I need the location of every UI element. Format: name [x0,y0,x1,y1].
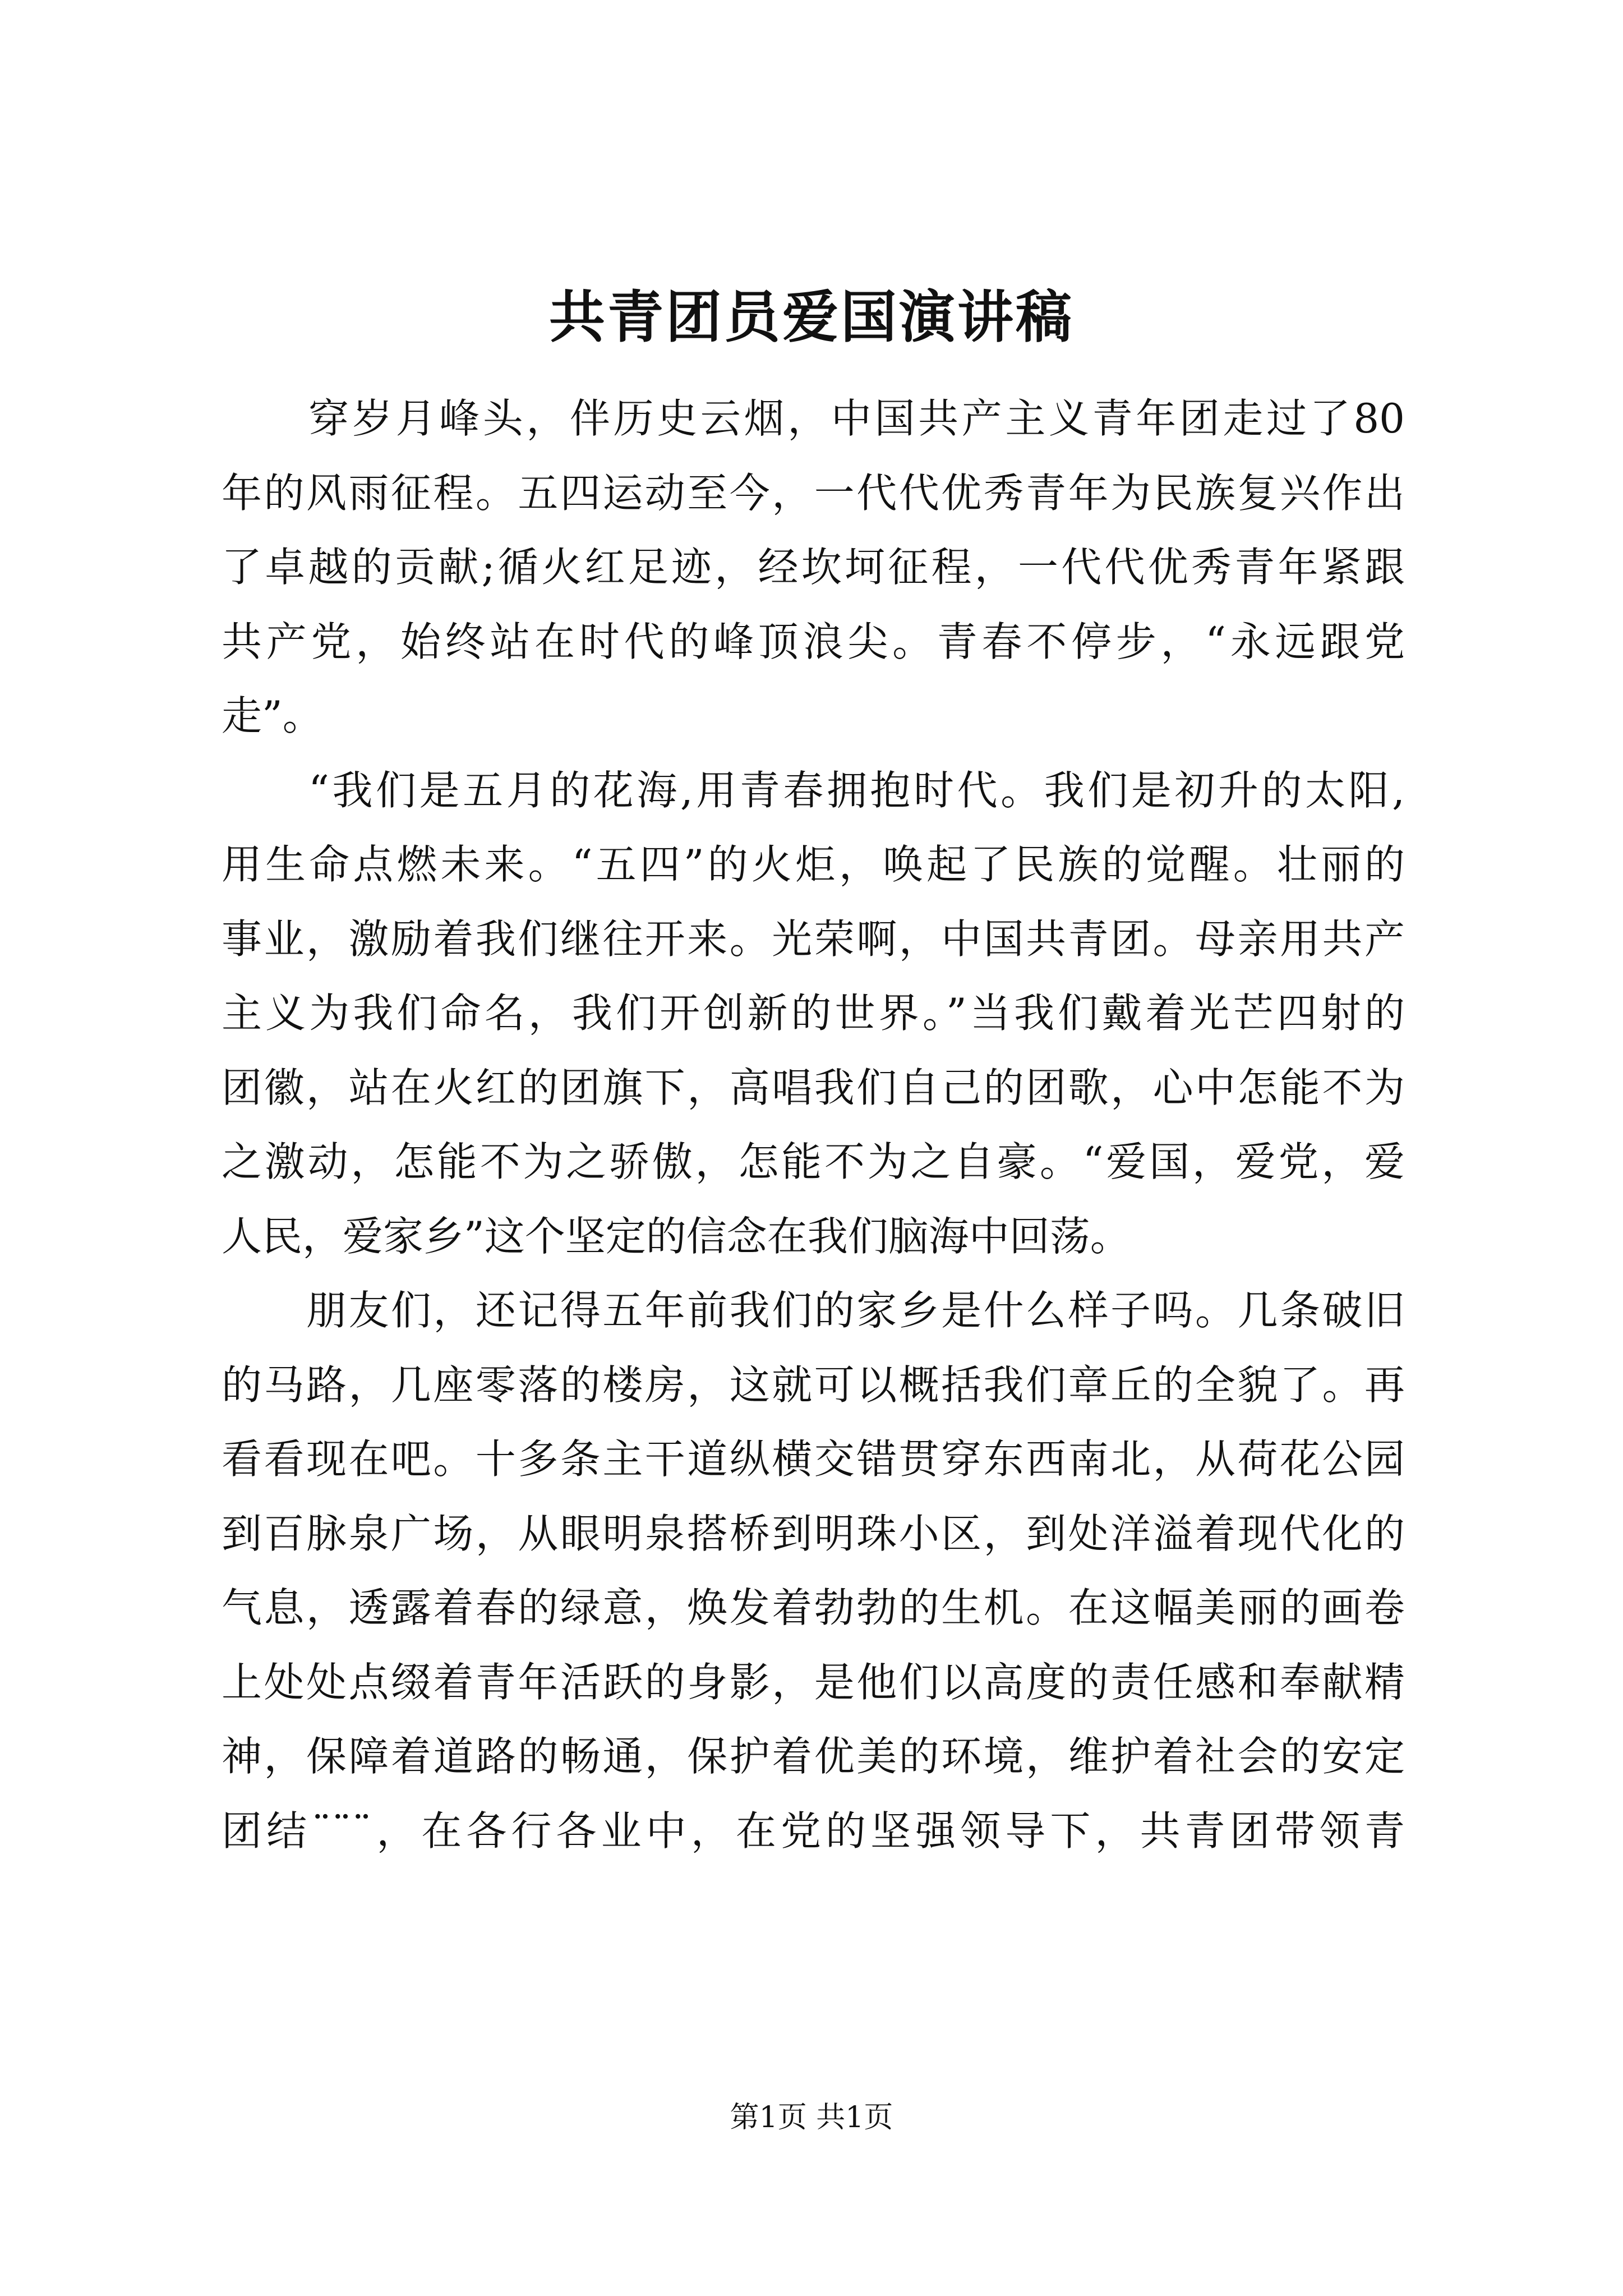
text-line: 穿岁月峰头，伴历史云烟，中国共产主义青年团走过了80 [222,395,1405,442]
document-title: 共青团员爱国演讲稿 [549,284,1074,350]
paragraph-2 [222,753,1405,1274]
text-line: 了卓越的贡献;循火红足迹，经坎坷征程，一代代优秀青年紧跟 [222,544,1405,591]
text-line: 之激动，怎能不为之骄傲，怎能不为之自豪。“爱国，爱党，爱 [222,1138,1405,1185]
text-line: 用生命点燃未来。“五四”的火炬，唤起了民族的觉醒。壮丽的 [222,841,1405,888]
text-line: 团徽，站在火红的团旗下，高唱我们自己的团歌，心中怎能不为 [222,1064,1405,1111]
text-line: 事业，激励着我们继往开来。光荣啊，中国共青团。母亲用共产 [222,915,1405,963]
paragraph-1 [222,381,1405,753]
text-line: 的马路，几座零落的楼房，这就可以概括我们章丘的全貌了。再 [222,1361,1405,1409]
text-line: 神，保障着道路的畅通，保护着优美的环境，维护着社会的安定 [222,1733,1405,1780]
paragraph-3 [222,1273,1405,1868]
text-line: 主义为我们命名，我们开创新的世界。”当我们戴着光芒四射的 [222,990,1405,1037]
text-line: 气息，透露着春的绿意，焕发着勃勃的生机。在这幅美丽的画卷 [222,1584,1405,1631]
text-line: “我们是五月的花海,用青春拥抱时代。我们是初升的太阳, [222,766,1405,814]
text-line: 走”。 [222,692,323,739]
text-line: 年的风雨征程。五四运动至今，一代代优秀青年为民族复兴作出 [222,469,1405,517]
page-footer: 第1页 共1页 [730,2101,893,2134]
text-line: 共产党，始终站在时代的峰顶浪尖。青春不停步，“永远跟党 [222,618,1405,665]
text-line: 人民，爱家乡”这个坚定的信念在我们脑海中回荡。 [222,1212,1131,1260]
text-line: 到百脉泉广场，从眼明泉搭桥到明珠小区，到处洋溢着现代化的 [222,1510,1405,1557]
text-line: 上处处点缀着青年活跃的身影，是他们以高度的责任感和奉献精 [222,1658,1405,1706]
text-line: 看看现在吧。十多条主干道纵横交错贯穿东西南北，从荷花公园 [222,1435,1405,1483]
document-body [222,381,1405,1868]
text-line: 朋友们，还记得五年前我们的家乡是什么样子吗。几条破旧 [222,1287,1405,1334]
text-line: 团结¨¨¨，在各行各业中，在党的坚强领导下，共青团带领青 [222,1807,1405,1855]
